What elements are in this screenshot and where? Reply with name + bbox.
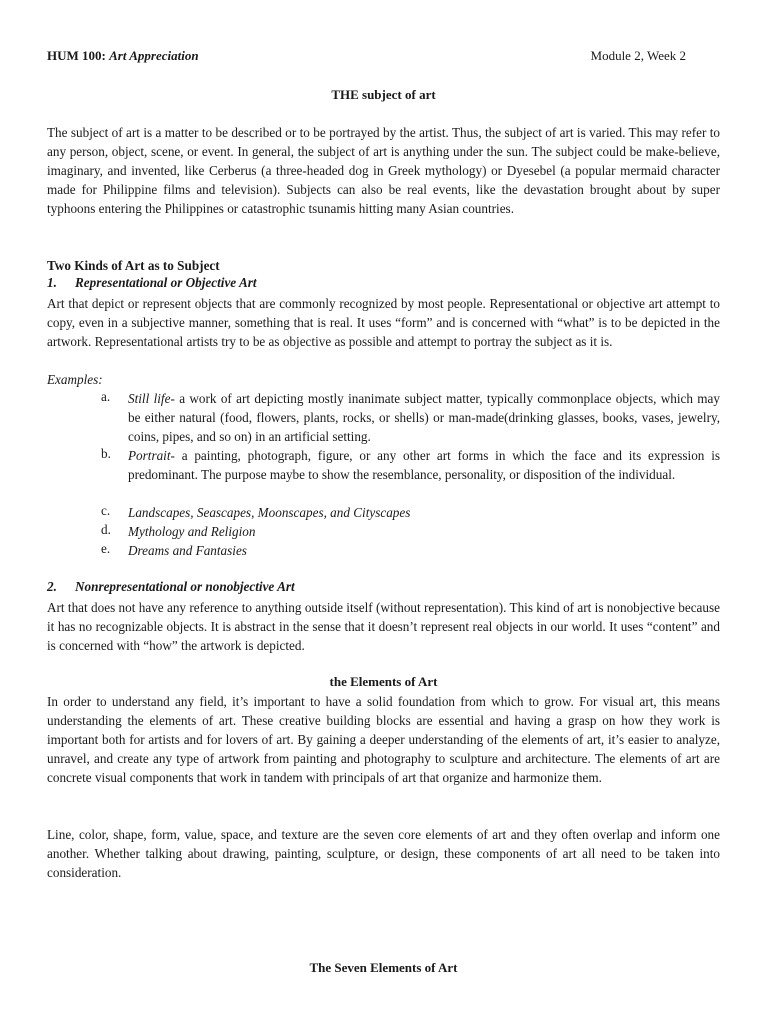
course-code: HUM 100:	[47, 48, 106, 63]
example-desc: a painting, photograph, figure, or any other art forms in which the face and its expression is predominant. The purpose maybe to show the resemblance, personality, or disposition of the individual.	[128, 448, 720, 483]
example-marker: b.	[101, 446, 111, 461]
elements-heading: the Elements of Art	[329, 674, 438, 689]
two-kinds-heading: Two Kinds of Art as to Subject	[47, 258, 220, 273]
page-title: THE subject of art	[331, 87, 436, 102]
nonrep-title: Nonrepresentational or nonobjective Art	[75, 579, 295, 594]
example-text	[128, 541, 720, 560]
example-term: Mythology and Religion	[128, 524, 256, 539]
example-term: Still life-	[128, 391, 175, 406]
rep-paragraph: Art that depict or represent objects that are commonly recognized by most people. Representational or objective art attempt to copy, even in a subjective manner, something that is real. It uses “form” and is concerned with “what” is to be depicted in the artwork. Representational artists try to be as objective as possible and attempt to portray the subject as it is.	[47, 296, 720, 350]
example-text	[128, 389, 720, 446]
nonrep-number: 2.	[47, 579, 57, 594]
rep-title: Representational or Objective Art	[75, 275, 257, 290]
example-term: Landscapes, Seascapes, Moonscapes, and Cityscapes	[128, 505, 411, 520]
example-term: Portrait-	[128, 448, 175, 463]
example-desc: a work of art depicting mostly inanimate subject matter, typically commonplace objects, which may be either natural (food, flowers, plants, rocks, or shells) or man-made(drinking glasses, books, vases, jewelry, coins, pipes, and so on) in an artificial setting.	[128, 391, 720, 445]
elements-paragraph-1: In order to understand any field, it’s important to have a solid foundation from which to grow. For visual art, this means understanding the elements of art. These creative building blocks are essential and having a grasp on how they work is important both for artists and for lovers of art. By gaining a deeper understanding of the elements of art, it’s easier to analyze, unravel, and create any type of artwork from painting and photography to sculpture and architecture. The elements of art are concrete visual components that work in tandem with principals of art that organize and harmonize them.	[47, 694, 720, 786]
example-marker: a.	[101, 389, 111, 404]
page-header	[47, 48, 720, 66]
example-marker: e.	[101, 541, 111, 556]
seven-elements-heading: The Seven Elements of Art	[309, 960, 458, 975]
course-name: Art Appreciation	[109, 48, 199, 63]
example-marker: c.	[101, 503, 111, 518]
rep-heading	[47, 275, 257, 291]
example-term: Dreams and Fantasies	[128, 543, 247, 558]
intro-paragraph: The subject of art is a matter to be described or to be portrayed by the artist. Thus, the subject of art is varied. This may refer to any person, object, scene, or event. In general, the subject of art is anything under the sun. The subject could be make-believe, imaginary, and invented, like Cerberus (a three-headed dog in Greek mythology) or Dyesebel (a popular mermaid character made for Philippine films and television). Subjects can also be real events, like the devastation brought about by super typhoons entering the Philippines or catastrophic tsunamis hitting many Asian countries.	[47, 125, 720, 217]
example-marker: d.	[101, 522, 111, 537]
nonrep-heading	[47, 579, 295, 595]
nonrep-paragraph: Art that does not have any reference to anything outside itself (without representation). This kind of art is nonobjective because it has no recognizable objects. It is abstract in the sense that it doesn’t represent real objects in our world. It uses “content” and is concerned with “how” the artwork is depicted.	[47, 600, 720, 654]
elements-paragraph-2: Line, color, shape, form, value, space, and texture are the seven core elements of art and they often overlap and inform one another. Whether talking about drawing, painting, sculpture, or design, these components of art all need to be taken into consideration.	[47, 827, 720, 881]
example-text	[128, 446, 720, 484]
example-text	[128, 503, 720, 522]
examples-label: Examples:	[47, 372, 103, 387]
rep-number: 1.	[47, 275, 57, 290]
module-label: Module 2, Week 2	[590, 48, 686, 63]
example-text	[128, 522, 720, 541]
course-label	[47, 48, 199, 64]
